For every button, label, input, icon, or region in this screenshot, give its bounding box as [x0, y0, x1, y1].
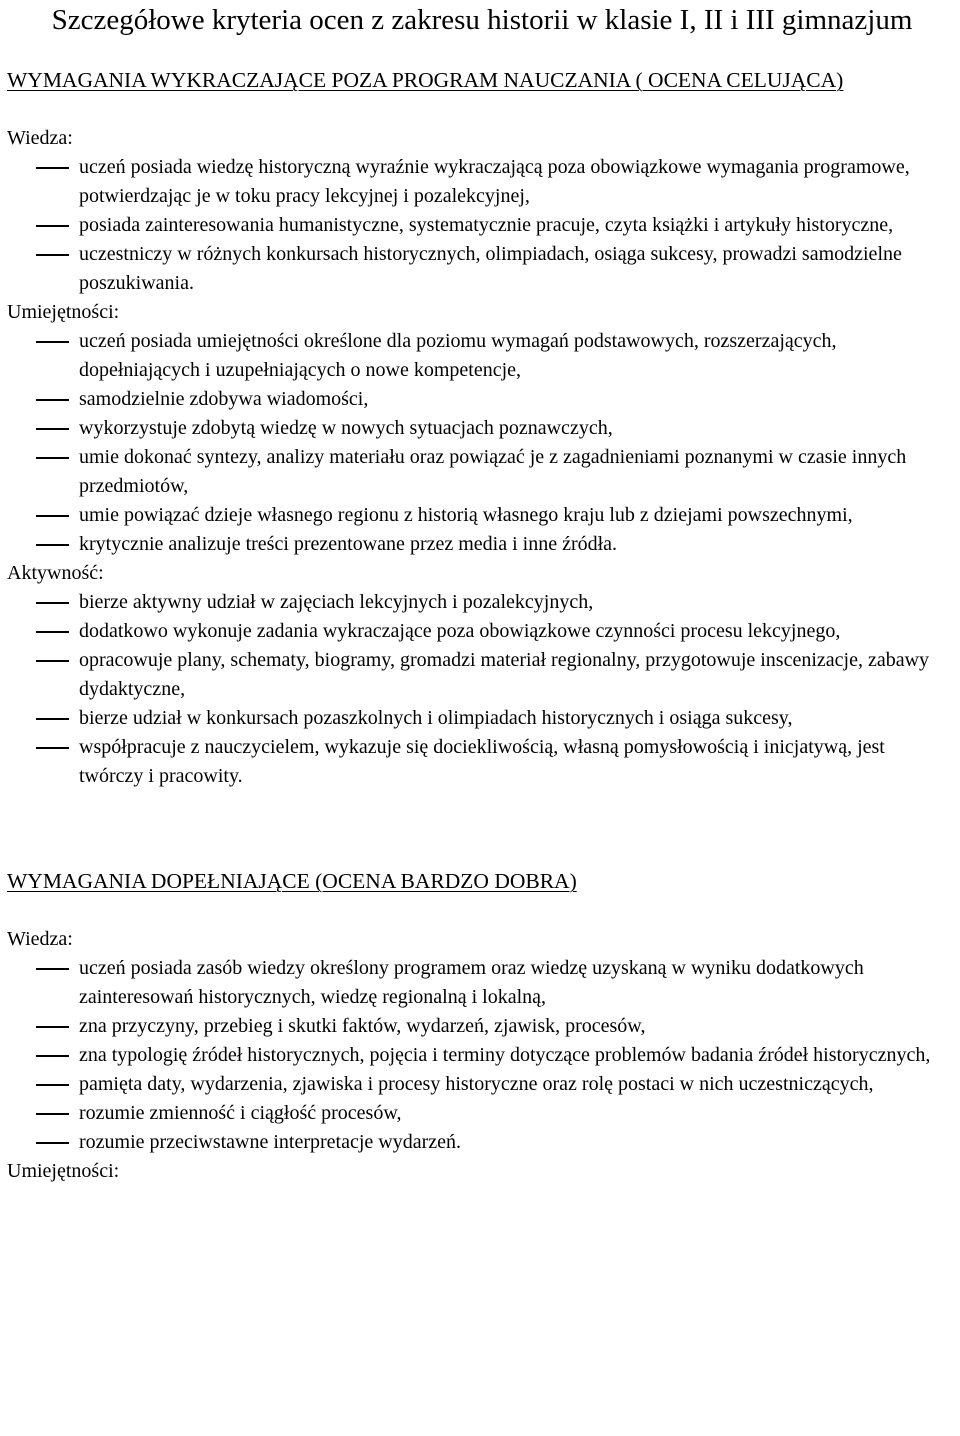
category-label-wiedza: Wiedza: [7, 127, 73, 149]
list-item-text: opracowuje plany, schematy, biogramy, gromadzi materiał regionalny, przygotowuje inscenizacje, zabawy dydaktyczne, [79, 649, 930, 700]
list-item [7, 240, 957, 298]
section-heading: WYMAGANIA WYKRACZAJĄCE POZA PROGRAM NAUCZANIA ( OCENA CELUJĄCA) [7, 68, 844, 92]
category-label-wiedza: Wiedza: [7, 928, 73, 950]
list-item-text: bierze udział w konkursach pozaszkolnych i olimpiadach historycznych i osiąga sukcesy, [79, 707, 793, 729]
dash-bullet-icon [36, 1113, 69, 1115]
criteria-list [7, 954, 957, 1157]
list-item-text: pamięta daty, wydarzenia, zjawiska i procesy historyczne oraz rolę postaci w nich uczestniczących, [79, 1073, 874, 1095]
category-label-aktywnosc: Aktywność: [7, 562, 104, 584]
document-title: Szczegółowe kryteria ocen z zakresu historii w klasie I, II i III gimnazjum [51, 4, 913, 36]
list-item-text: samodzielnie zdobywa wiadomości, [79, 388, 369, 410]
list-item [7, 617, 957, 646]
criteria-list [7, 327, 957, 559]
dash-bullet-icon [36, 515, 69, 517]
list-item [7, 1099, 957, 1128]
section-celujaca [7, 66, 957, 791]
list-item [7, 646, 957, 704]
list-item [7, 530, 957, 559]
list-item [7, 1041, 957, 1070]
list-item-text: posiada zainteresowania humanistyczne, systematycznie pracuje, czyta książki i artykuły historyczne, [79, 214, 894, 236]
list-item-text: rozumie przeciwstawne interpretacje wydarzeń. [79, 1131, 462, 1153]
list-item [7, 501, 957, 530]
list-item [7, 385, 957, 414]
dash-bullet-icon [36, 457, 69, 459]
list-item [7, 588, 957, 617]
dash-bullet-icon [36, 544, 69, 546]
document-page [7, 0, 957, 1186]
list-item-text: uczestniczy w różnych konkursach historycznych, olimpiadach, osiąga sukcesy, prowadzi samodzielne poszukiwania. [79, 243, 902, 294]
list-item [7, 704, 957, 733]
list-item-text: bierze aktywny udział w zajęciach lekcyjnych i pozalekcyjnych, [79, 591, 594, 613]
list-item-text: umie powiązać dzieje własnego regionu z historią własnego kraju lub z dziejami powszechnymi, [79, 504, 853, 526]
list-item-text: dodatkowo wykonuje zadania wykraczające poza obowiązkowe czynności procesu lekcyjnego, [79, 620, 841, 642]
list-item-text: wykorzystuje zdobytą wiedzę w nowych sytuacjach poznawczych, [79, 417, 613, 439]
dash-bullet-icon [36, 718, 69, 720]
dash-bullet-icon [36, 1055, 69, 1057]
dash-bullet-icon [36, 602, 69, 604]
list-item [7, 414, 957, 443]
dash-bullet-icon [36, 1026, 69, 1028]
list-item [7, 1012, 957, 1041]
section-bardzo-dobra [7, 867, 957, 1186]
dash-bullet-icon [36, 225, 69, 227]
list-item [7, 443, 957, 501]
dash-bullet-icon [36, 1142, 69, 1144]
list-item-text: zna przyczyny, przebieg i skutki faktów, wydarzeń, zjawisk, procesów, [79, 1015, 646, 1037]
dash-bullet-icon [36, 428, 69, 430]
list-item [7, 733, 957, 791]
dash-bullet-icon [36, 631, 69, 633]
dash-bullet-icon [36, 747, 69, 749]
criteria-list [7, 588, 957, 791]
list-item [7, 211, 957, 240]
list-item-text: krytycznie analizuje treści prezentowane przez media i inne źródła. [79, 533, 618, 555]
list-item-text: uczeń posiada zasób wiedzy określony programem oraz wiedzę uzyskaną w wyniku dodatkowych zainteresowań historycznych, wiedzę regionalną i lokalną, [79, 957, 864, 1008]
list-item [7, 1128, 957, 1157]
list-item-text: umie dokonać syntezy, analizy materiału oraz powiązać je z zagadnieniami poznanymi w czasie innych przedmiotów, [79, 446, 907, 497]
list-item [7, 1070, 957, 1099]
dash-bullet-icon [36, 167, 69, 169]
list-item [7, 153, 957, 211]
list-item-text: zna typologię źródeł historycznych, pojęcia i terminy dotyczące problemów badania źródeł historycznych, [79, 1044, 931, 1066]
list-item-text: uczeń posiada wiedzę historyczną wyraźnie wykraczającą poza obowiązkowe wymagania programowe, potwierdzając je w toku pracy lekcyjnej i pozalekcyjnej, [79, 156, 910, 207]
dash-bullet-icon [36, 968, 69, 970]
list-item [7, 327, 957, 385]
list-item-text: uczeń posiada umiejętności określone dla poziomu wymagań podstawowych, rozszerzających, dopełniających i uzupełniających o nowe kompetencje, [79, 330, 837, 381]
dash-bullet-icon [36, 341, 69, 343]
dash-bullet-icon [36, 254, 69, 256]
list-item-text: współpracuje z nauczycielem, wykazuje się dociekliwością, własną pomysłowością i inicjatywą, jest twórczy i pracowity. [79, 736, 885, 787]
category-label-umiejetnosci: Umiejętności: [7, 1160, 120, 1182]
criteria-list [7, 153, 957, 298]
list-item [7, 954, 957, 1012]
list-item-text: rozumie zmienność i ciągłość procesów, [79, 1102, 402, 1124]
dash-bullet-icon [36, 1084, 69, 1086]
dash-bullet-icon [36, 660, 69, 662]
category-label-umiejetnosci: Umiejętności: [7, 301, 120, 323]
dash-bullet-icon [36, 399, 69, 401]
section-heading: WYMAGANIA DOPEŁNIAJĄCE (OCENA BARDZO DOBRA) [7, 869, 577, 893]
